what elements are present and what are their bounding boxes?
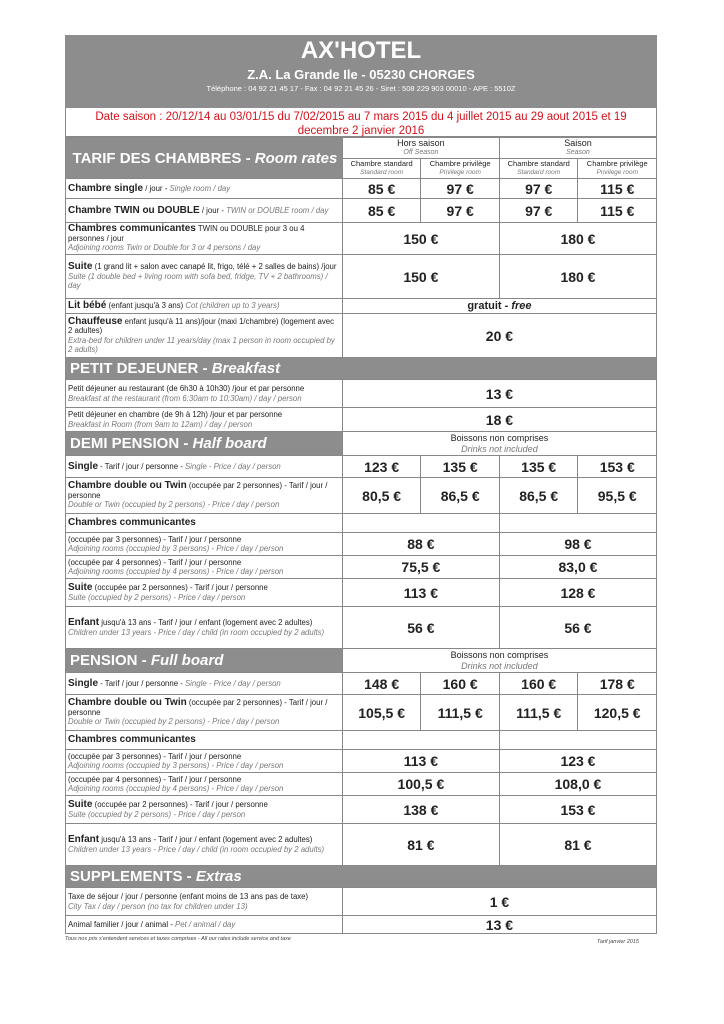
price-cell: 97 €	[421, 179, 500, 199]
price-cell: 97 €	[421, 199, 500, 223]
supplements-section-row	[66, 866, 657, 888]
price-cell: 120,5 €	[578, 695, 657, 731]
price-cell: 105,5 €	[342, 695, 421, 731]
price-cell: 111,5 €	[421, 695, 500, 731]
table-row	[66, 695, 657, 731]
price-cell: gratuit - free	[342, 299, 656, 314]
season-dates: Date saison : 20/12/14 au 03/01/15 du 7/02/2015 au 7 mars 2015 du 4 juillet 2015 au 29 aout 2015 et 19 decembre 2 janvier 2016	[65, 108, 657, 137]
price-cell: 80,5 €	[342, 478, 421, 514]
price-cell: 75,5 €	[342, 556, 499, 579]
row-label: Petit déjeuner au restaurant (de 6h30 à 10h30) /jour et par personne Breakfast at the restaurant (from 6:30am to 10:30am) / day / person	[66, 380, 343, 408]
price-cell: 13 €	[342, 916, 656, 934]
room-rates-title: TARIF DES CHAMBRES - Room rates	[66, 138, 343, 179]
price-cell: 86,5 €	[499, 478, 578, 514]
table-row	[66, 796, 657, 824]
drinks-note: Boissons non comprises Drinks not included	[342, 432, 656, 456]
season-header: Saison Season	[499, 138, 656, 159]
price-cell: 98 €	[499, 533, 656, 556]
table-row	[66, 299, 657, 314]
row-label: Single - Tarif / jour / personne - Single - Price / day / person	[66, 456, 343, 478]
half-board-section-row	[66, 432, 657, 456]
hotel-name: AX'HOTEL	[300, 37, 422, 64]
price-cell: 56 €	[342, 607, 499, 649]
row-label: Suite (occupée par 2 personnes) - Tarif / jour / personne Suite (occupied by 2 persons) - Price / day / person	[66, 579, 343, 607]
price-cell: 128 €	[499, 579, 656, 607]
price-cell: 81 €	[342, 824, 499, 866]
price-cell: 20 €	[342, 314, 656, 358]
price-cell: 85 €	[342, 199, 421, 223]
tariff-version: Tarif janvier 2015	[597, 939, 639, 945]
season-privilege-header: Chambre privilège Privilege room	[578, 159, 657, 179]
table-row	[66, 673, 657, 695]
row-label: Petit déjeuner en chambre (de 9h à 12h) /jour et par personne Breakfast in Room (from 9am to 12am) / day / person	[66, 408, 343, 432]
row-label: (occupée par 4 personnes) - Tarif / jour / personne Adjoining rooms (occupied by 4 persons) - Price / day / person	[66, 773, 343, 796]
table-row	[66, 408, 657, 432]
row-label: (occupée par 4 personnes) - Tarif / jour / personne Adjoining rooms (occupied by 4 persons) - Price / day / person	[66, 556, 343, 579]
price-cell: 123 €	[499, 750, 656, 773]
table-row	[66, 916, 657, 934]
half-board-title: DEMI PENSION - Half board	[66, 432, 343, 456]
table-row	[66, 514, 657, 533]
empty-cell	[499, 731, 656, 750]
tariff-sheet	[65, 35, 657, 946]
table-row	[66, 731, 657, 750]
table-row	[66, 533, 657, 556]
breakfast-section-row	[66, 358, 657, 380]
table-row	[66, 607, 657, 649]
price-cell: 95,5 €	[578, 478, 657, 514]
empty-cell	[342, 731, 499, 750]
full-board-section-row	[66, 649, 657, 673]
hotel-header	[65, 35, 657, 108]
price-cell: 100,5 €	[342, 773, 499, 796]
tariff-table	[65, 137, 657, 934]
season-header-row	[66, 138, 657, 159]
price-cell: 108,0 €	[499, 773, 656, 796]
row-label: Lit bébé (enfant jusqu'à 3 ans) Cot (children up to 3 years)	[66, 299, 343, 314]
price-cell: 138 €	[342, 796, 499, 824]
price-cell: 160 €	[421, 673, 500, 695]
price-cell: 85 €	[342, 179, 421, 199]
price-cell: 13 €	[342, 380, 656, 408]
price-cell: 148 €	[342, 673, 421, 695]
price-cell: 153 €	[578, 456, 657, 478]
price-cell: 111,5 €	[499, 695, 578, 731]
price-cell: 123 €	[342, 456, 421, 478]
row-label: Enfant jusqu'à 13 ans - Tarif / jour / enfant (logement avec 2 adultes) Children under 13 years - Price / day / child (in room occupied by 2 adults)	[66, 607, 343, 649]
off-season-header: Hors saison Off Season	[342, 138, 499, 159]
price-cell: 115 €	[578, 199, 657, 223]
price-cell: 135 €	[421, 456, 500, 478]
row-label: (occupée par 3 personnes) - Tarif / jour / personne Adjoining rooms (occupied by 3 persons) - Price / day / person	[66, 533, 343, 556]
table-row	[66, 773, 657, 796]
table-row	[66, 179, 657, 199]
price-cell: 83,0 €	[499, 556, 656, 579]
row-label: Chambre double ou Twin (occupée par 2 personnes) - Tarif / jour / personne Double or Twin (occupied by 2 persons) - Price / day / person	[66, 478, 343, 514]
off-standard-header: Chambre standard Standard room	[342, 159, 421, 179]
row-label: (occupée par 3 personnes) - Tarif / jour / personne Adjoining rooms (occupied by 3 persons) - Price / day / person	[66, 750, 343, 773]
table-row	[66, 255, 657, 299]
table-row	[66, 456, 657, 478]
price-cell: 150 €	[342, 255, 499, 299]
row-label: Single - Tarif / jour / personne - Single - Price / day / person	[66, 673, 343, 695]
table-row	[66, 223, 657, 255]
breakfast-title: PETIT DEJEUNER - Breakfast	[66, 358, 657, 380]
price-cell: 81 €	[499, 824, 656, 866]
row-label: Animal familier / jour / animal - Pet / animal / day	[66, 916, 343, 934]
price-cell: 56 €	[499, 607, 656, 649]
table-row	[66, 888, 657, 916]
price-cell: 115 €	[578, 179, 657, 199]
price-cell: 113 €	[342, 579, 499, 607]
row-label: Chambres communicantes	[66, 514, 343, 533]
table-row	[66, 824, 657, 866]
row-label: Chambre double ou Twin (occupée par 2 personnes) - Tarif / jour / personne Double or Twin (occupied by 2 persons) - Price / day / person	[66, 695, 343, 731]
table-row	[66, 199, 657, 223]
table-row	[66, 478, 657, 514]
price-cell: 1 €	[342, 888, 656, 916]
row-label: Chambres communicantes TWIN ou DOUBLE pour 3 ou 4 personnes / jour Adjoining rooms Twin or Double for 3 or 4 persons / day	[66, 223, 343, 255]
full-board-title: PENSION - Full board	[66, 649, 343, 673]
row-label: Chambres communicantes	[66, 731, 343, 750]
hotel-contact: Téléphone : 04 92 21 45 17 - Fax : 04 92 21 45 26 - Siret : 508 229 903 00010 - APE : 5510Z	[206, 84, 516, 93]
footer	[65, 936, 657, 946]
row-label: Chambre TWIN ou DOUBLE / jour - TWIN or DOUBLE room / day	[66, 199, 343, 223]
price-cell: 180 €	[499, 255, 656, 299]
empty-cell	[342, 514, 499, 533]
table-row	[66, 579, 657, 607]
hotel-address: Z.A. La Grande Ile - 05230 CHORGES	[247, 67, 475, 82]
price-cell: 18 €	[342, 408, 656, 432]
row-label: Chauffeuse enfant jusqu'à 11 ans)/jour (maxi 1/chambre) (logement avec 2 adultes) Extra-bed for children under 11 years/day (max 1 person in room occupied by 2 adults)	[66, 314, 343, 358]
price-cell: 153 €	[499, 796, 656, 824]
price-cell: 97 €	[499, 179, 578, 199]
season-standard-header: Chambre standard Standard room	[499, 159, 578, 179]
price-cell: 180 €	[499, 223, 656, 255]
row-label: Suite (1 grand lit + salon avec canapé lit, frigo, télé + 2 salles de bains) /jour Suite (1 double bed + living room with sofa bed, fridge, TV + 2 bathrooms) / day	[66, 255, 343, 299]
off-privilege-header: Chambre privilège Privilege room	[421, 159, 500, 179]
table-row	[66, 380, 657, 408]
price-cell: 86,5 €	[421, 478, 500, 514]
table-row	[66, 556, 657, 579]
empty-cell	[499, 514, 656, 533]
table-row	[66, 750, 657, 773]
price-cell: 150 €	[342, 223, 499, 255]
footer-note: Tous nos prix s'entendent services et taxes comprises - All our rates include service and taxe	[65, 936, 291, 942]
supplements-title: SUPPLEMENTS - Extras	[66, 866, 657, 888]
row-label: Suite (occupée par 2 personnes) - Tarif / jour / personne Suite (occupied by 2 persons) - Price / day / person	[66, 796, 343, 824]
price-cell: 113 €	[342, 750, 499, 773]
table-row	[66, 314, 657, 358]
row-label: Chambre single / jour - Single room / day	[66, 179, 343, 199]
drinks-note: Boissons non comprises Drinks not included	[342, 649, 656, 673]
price-cell: 178 €	[578, 673, 657, 695]
price-cell: 160 €	[499, 673, 578, 695]
row-label: Enfant jusqu'à 13 ans - Tarif / jour / enfant (logement avec 2 adultes) Children under 13 years - Price / day / child (in room occupied by 2 adults)	[66, 824, 343, 866]
row-label: Taxe de séjour / jour / personne (enfant moins de 13 ans pas de taxe) City Tax / day / person (no tax for children under 13)	[66, 888, 343, 916]
price-cell: 97 €	[499, 199, 578, 223]
price-cell: 135 €	[499, 456, 578, 478]
price-cell: 88 €	[342, 533, 499, 556]
